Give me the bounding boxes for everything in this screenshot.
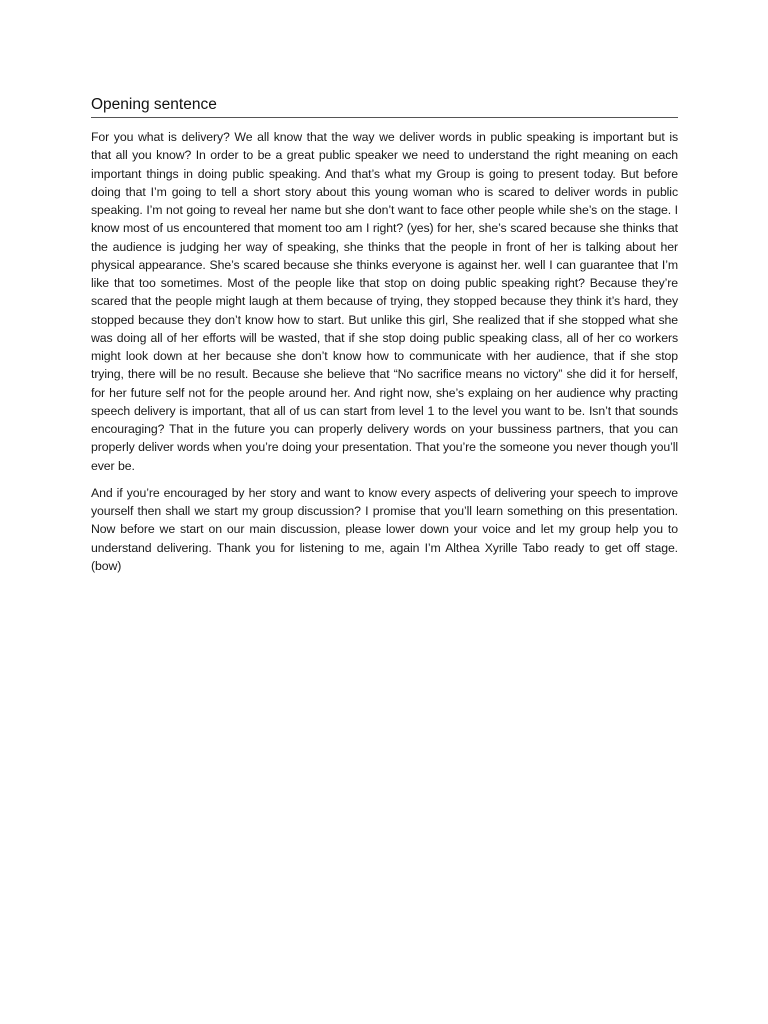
section-heading: Opening sentence — [91, 94, 678, 118]
paragraph-closing: And if you’re encouraged by her story and want to know every aspects of delivering your speech to improve yourself then shall we start my group discussion? I promise that you’ll learn something on this presentation. Now before we start on our main discussion, please lower down your voice and let my group help you to understand delivering. Thank you for listening to me, again I’m Althea Xyrille Tabo ready to get off stage. (bow) — [91, 485, 678, 573]
document-page — [91, 94, 678, 584]
paragraph-story: For you what is delivery? We all know that the way we deliver words in public speaking is important but is that all you know? In order to be a great public speaker we need to understand the right meaning on each important things in doing public speaking. And that’s what my Group is going to present today. But before doing that I’m going to tell a short story about this young woman who is scared to deliver words in public speaking. I’m not going to reveal her name but she don’t want to face other people while she’s on the stage. I know most of us encountered that moment too am I right? (yes) for her, she’s scared because she thinks that the audience is judging her way of speaking, she thinks that the people in front of her is talking about her physical appearance. She’s scared because she thinks everyone is against her. well I can guarantee that I’m like that too sometimes. Most of the people like that stop on doing public speaking right? Because they’re scared that the people might laugh at them because of trying, they stopped because they think it’s hard, they stopped because they don’t know how to start. But unlike this girl, She realized that if she stopped what she was doing all of her efforts will be wasted, that if she stop doing public speaking class, all of her co workers might look down at her because she don’t know how to communicate with her audience, that if she stop trying, there will be no result. Because she believe that “No sacrifice means no victory” she did it for herself, for her future self not for the people around her. And right now, she’s explaing on her audience why practing speech delivery is important, that all of us can start from level 1 to the level you want to be. Isn’t that sounds encouraging? That in the future you can properly delivery words on your bussiness partners, that you can properly deliver words when you’re doing your presentation. That you’re the someone you never though you’ll ever be. — [91, 130, 678, 473]
